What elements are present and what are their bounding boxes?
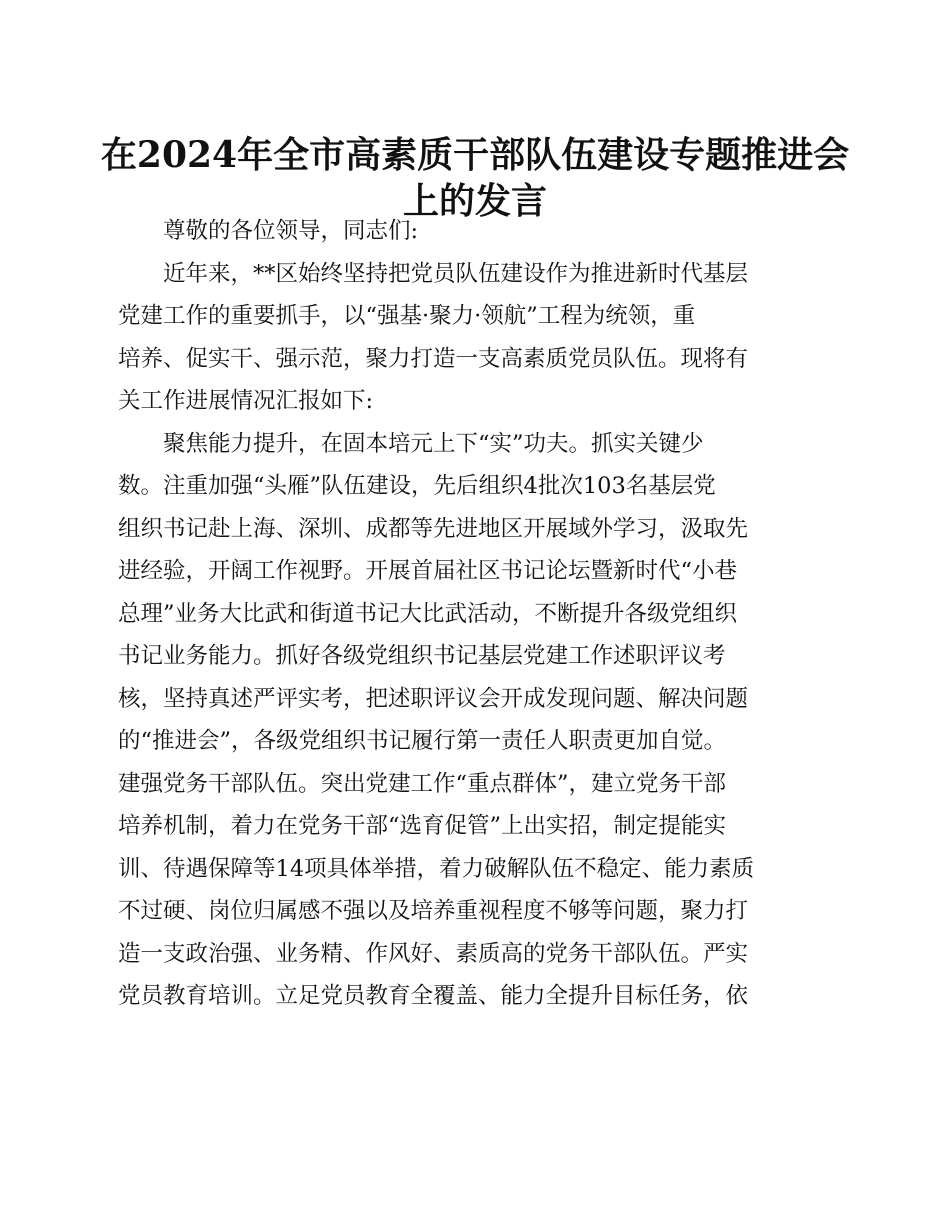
body-line: 不过硬、岗位归属感不强以及培养重视程度不够等问题，聚力打 [118,898,749,924]
salutation-line: 尊敬的各位领导，同志们: [163,218,419,244]
document-body [118,210,818,1018]
body-line: 训、待遇保障等14项具体举措，着力破解队伍不稳定、能力素质 [118,855,755,882]
body-line: 书记业务能力。抓好各级党组织书记基层党建工作述职评议考 [118,643,726,669]
title-line-2: 上的发言 [402,180,547,222]
body-line: 数。注重加强“头雁”队伍建设，先后组织4批次103名基层党 [118,473,716,499]
body-line: 培养机制，着力在党务干部“选育促管”上出实招，制定提能实 [118,813,727,839]
body-line: 建强党务干部队伍。突出党建工作“重点群体”，建立党务干部 [118,770,727,797]
body-line: 造一支政治强、业务精、作风好、素质高的党务干部队伍。严实 [118,940,749,967]
body-line: 近年来，**区始终坚持把党员队伍建设作为推进新时代基层 [163,260,749,287]
body-line: 核，坚持真述严评实考，把述职评议会开成发现问题、解决问题 [118,685,749,712]
title-line-1: 在2024年全市高素质干部队伍建设专题推进会 [100,134,850,176]
body-line: 的“推进会”，各级党组织书记履行第一责任人职责更加自觉。 [118,728,727,754]
body-line: 总理”业务大比武和街道书记大比武活动，不断提升各级党组织 [118,600,738,627]
body-line: 进经验，开阔工作视野。开展首届社区书记论坛暨新时代“小巷 [118,558,738,584]
body-line: 培养、促实干、强示范，聚力打造一支高素质党员队伍。现将有 [118,345,749,372]
body-line: 党建工作的重要抓手，以“强基·聚力·领航”工程为统领，重 [118,303,696,329]
body-line: 组织书记赴上海、深圳、成都等先进地区开展域外学习，汲取先 [118,515,749,542]
body-line: 党员教育培训。立足党员教育全覆盖、能力全提升目标任务，依 [118,983,749,1009]
body-line: 聚焦能力提升，在固本培元上下“实”功夫。抓实关键少 [163,430,704,457]
body-line: 关工作进展情况汇报如下: [118,388,374,414]
